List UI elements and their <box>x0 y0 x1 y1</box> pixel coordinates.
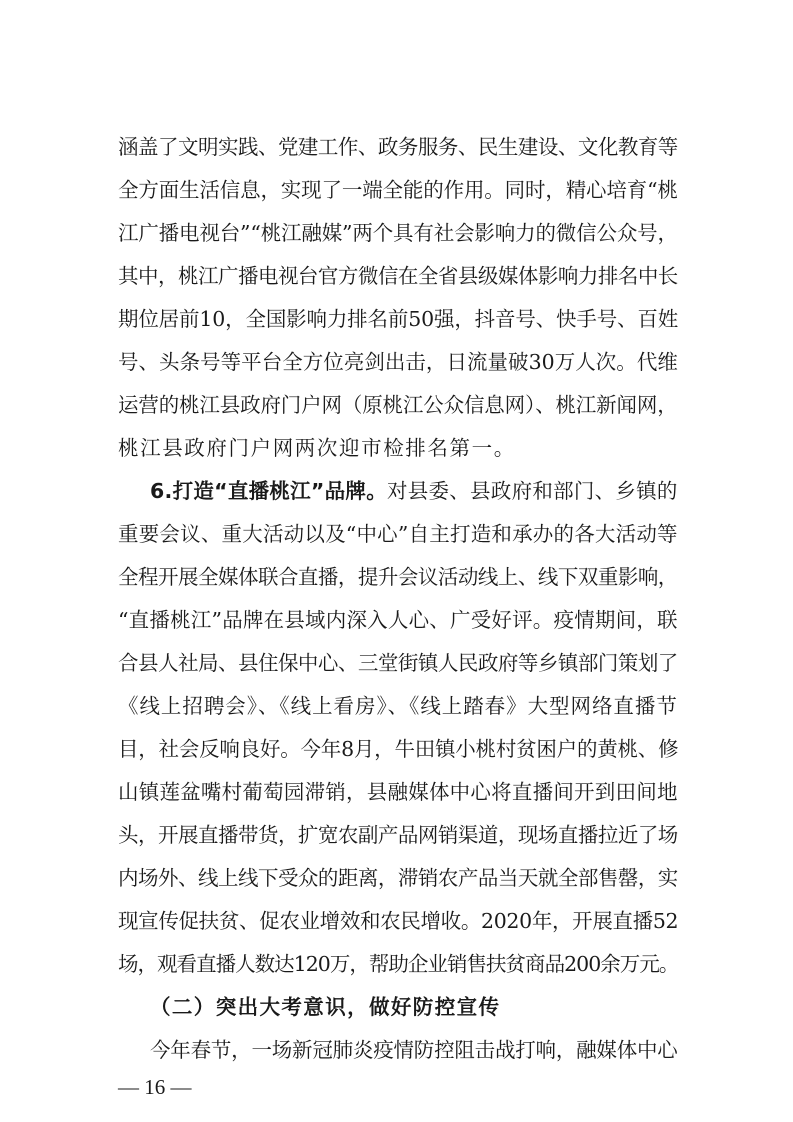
body-text-line: 现宣传促扶贫、促农业增效和农民增收。2020年，开展直播52 <box>118 909 679 933</box>
body-text-line: 合县人社局、县住保中心、三堂街镇人民政府等乡镇部门策划了 <box>118 651 678 675</box>
body-text-line: 头，开展直播带货，扩宽农副产品网销渠道，现场直播拉近了场 <box>118 823 678 847</box>
body-text-line: 运营的桃江县政府门户网（原桃江公众信息网）、桃江新闻网， <box>118 393 678 417</box>
body-text-span: 对县委、县政府和部门、乡镇的 <box>386 479 678 503</box>
body-text-line: 目，社会反响良好。今年8月，牛田镇小桃村贫困户的黄桃、修 <box>118 737 679 761</box>
body-text-line: 期位居前10，全国影响力排名前50强，抖音号、快手号、百姓 <box>118 307 679 331</box>
section-first-line <box>150 471 678 511</box>
body-text-line: 号、头条号等平台全方位亮剑出击，日流量破30万人次。代维 <box>118 350 678 374</box>
subsection-heading: （二）突出大考意识，做好防控宣传 <box>150 995 501 1019</box>
section-heading: 6.打造“直播桃江”品牌。 <box>150 479 387 503</box>
body-text-line: 山镇莲盆嘴村葡萄园滞销，县融媒体中心将直播间开到田间地 <box>118 780 678 804</box>
body-text-line: “直播桃江”品牌在县域内深入人心、广受好评。疫情期间，联 <box>118 608 678 632</box>
body-text-line: 涵盖了文明实践、党建工作、政务服务、民生建设、文化教育等 <box>118 135 678 159</box>
body-text-line: 场，观看直播人数达120万，帮助企业销售扶贫商品200余万元。 <box>118 952 679 976</box>
body-text-line: 内场外、线上线下受众的距离，滞销农产品当天就全部售罄，实 <box>118 866 678 890</box>
body-text-line: 全方面生活信息，实现了一端全能的作用。同时，精心培育“桃 <box>118 178 678 202</box>
page-number: — 16 — <box>118 1075 192 1099</box>
body-text-line: 《线上招聘会》、《线上看房》、《线上踏春》大型网络直播节 <box>118 694 678 718</box>
body-text-line: 全程开展全媒体联合直播，提升会议活动线上、线下双重影响， <box>118 565 678 589</box>
body-text-line: 今年春节，一场新冠肺炎疫情防控阻击战打响，融媒体中心 <box>150 1038 678 1062</box>
body-text-line: 江广播电视台”“桃江融媒”两个具有社会影响力的微信公众号， <box>118 221 678 245</box>
body-text-line: 重要会议、重大活动以及“中心”自主打造和承办的各大活动等 <box>118 522 678 546</box>
body-text-line: 桃江县政府门户网两次迎市检排名第一。 <box>118 436 516 460</box>
body-text-line: 其中，桃江广播电视台官方微信在全省县级媒体影响力排名中长 <box>118 264 678 288</box>
